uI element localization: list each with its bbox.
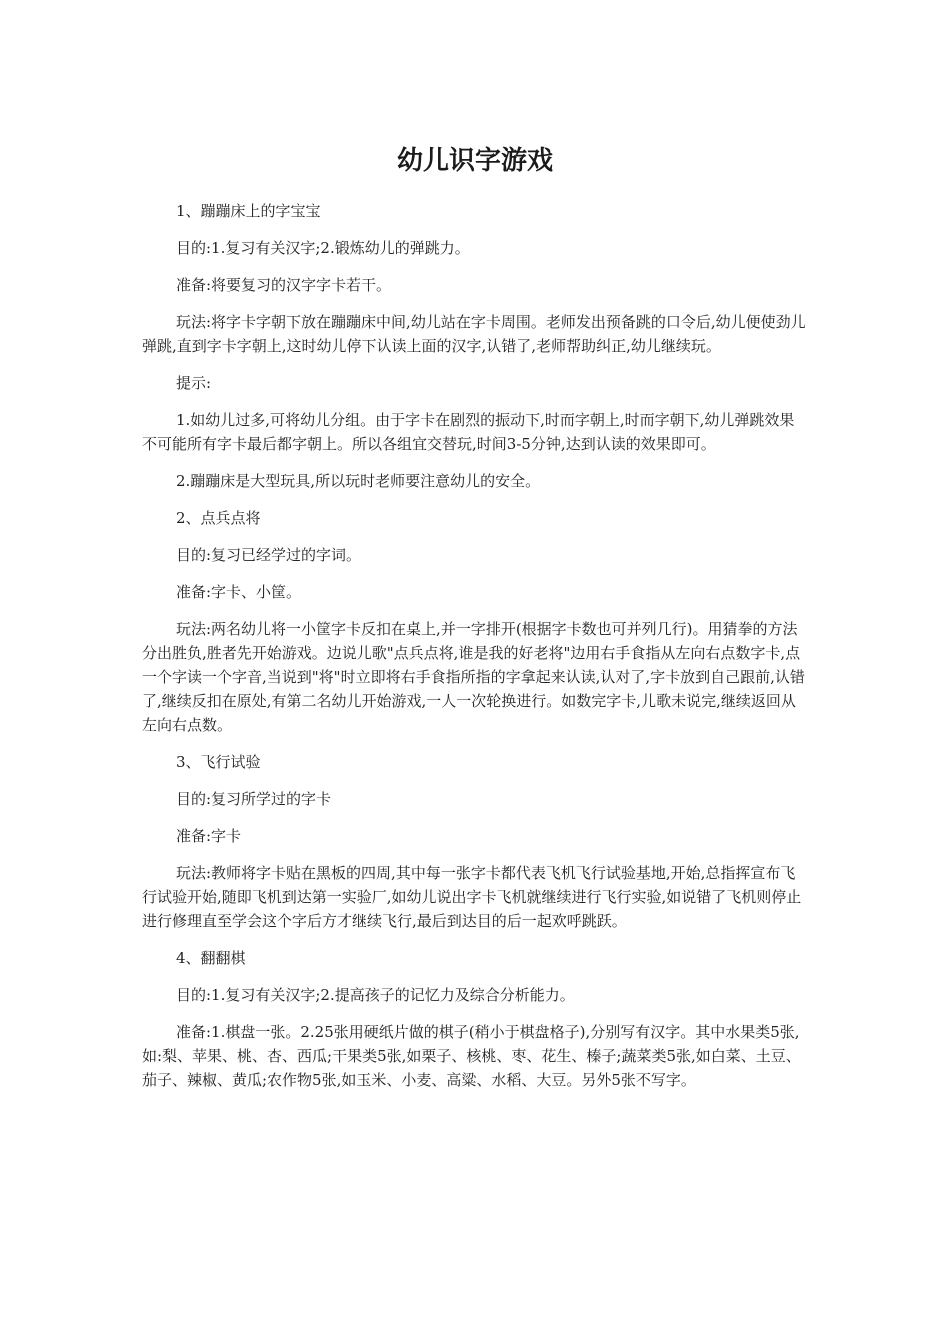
- tip-paragraph-1: 1.如幼儿过多,可将幼儿分组。由于字卡在剧烈的振动下,时而字朝上,时而字朝下,幼儿弹跳效果不可能所有字卡最后都字朝上。所以各组宜交替玩,时间3-5分钟,达到认读的效果即可。: [142, 411, 795, 453]
- prep-paragraph-2: 准备:字卡、小筐。: [176, 583, 302, 601]
- section-heading-4: 4、翻翻棋: [176, 949, 246, 967]
- document-title: 幼儿识字游戏: [396, 146, 553, 176]
- goal-paragraph-2: 目的:复习已经学过的字词。: [176, 546, 362, 564]
- section-heading-2: 2、点兵点将: [176, 509, 261, 527]
- goal-paragraph-3: 目的:复习所学过的字卡: [176, 790, 332, 808]
- document-body: [142, 199, 809, 1105]
- prep-paragraph-3: 准备:字卡: [176, 827, 242, 845]
- section-heading-3: 3、飞行试验: [176, 753, 261, 771]
- tip-paragraph-2: 2.蹦蹦床是大型玩具,所以玩时老师要注意幼儿的安全。: [176, 472, 541, 490]
- howto-paragraph-3: 玩法:教师将字卡贴在黑板的四周,其中每一张字卡都代表飞机飞行试验基地,开始,总指挥宣布飞行试验开始,随即飞机到达第一实验厂,如幼儿说出字卡飞机就继续进行飞行实验,如说错了飞机则停止进行修理直至学会这个字后方才继续飞行,最后到达目的后一起欢呼跳跃。: [142, 864, 802, 930]
- howto-paragraph-1: 玩法:将字卡字朝下放在蹦蹦床中间,幼儿站在字卡周围。老师发出预备跳的口令后,幼儿便使劲儿弹跳,直到字卡字朝上,这时幼儿停下认读上面的汉字,认错了,老师帮助纠正,幼儿继续玩。: [142, 313, 806, 355]
- tips-heading: 提示:: [176, 374, 212, 392]
- howto-paragraph-2: 玩法:两名幼儿将一小筐字卡反扣在桌上,并一字排开(根据字卡数也可并列几行)。用猜拳的方法分出胜负,胜者先开始游戏。边说儿歌"点兵点将,谁是我的好老将"边用右手食指从左向右点数字卡,点一个字读一个字音,当说到"将"时立即将右手食指所指的字拿起来认读,认对了,字卡放到自己跟前,认错了,继续反扣在原处,有第二名幼儿开始游戏,一人一次轮换进行。如数完字卡,儿歌未说完,继续返回从左向右点数。: [142, 620, 805, 734]
- prep-paragraph-1: 准备:将要复习的汉字字卡若干。: [176, 276, 392, 294]
- section-heading-1: 1、蹦蹦床上的字宝宝: [176, 202, 321, 220]
- goal-paragraph-1: 目的:1.复习有关汉字;2.锻炼幼儿的弹跳力。: [176, 239, 470, 257]
- prep-paragraph-4: 准备:1.棋盘一张。2.25张用硬纸片做的棋子(稍小于棋盘格子),分别写有汉字。其中水果类5张,如:梨、苹果、桃、杏、西瓜;干果类5张,如栗子、核桃、枣、花生、榛子;蔬菜类5张,如白菜、土豆、茄子、辣椒、黄瓜;农作物5张,如玉米、小麦、高粱、水稻、大豆。另外5张不写字。: [142, 1023, 801, 1089]
- goal-paragraph-4: 目的:1.复习有关汉字;2.提高孩子的记忆力及综合分析能力。: [176, 986, 575, 1004]
